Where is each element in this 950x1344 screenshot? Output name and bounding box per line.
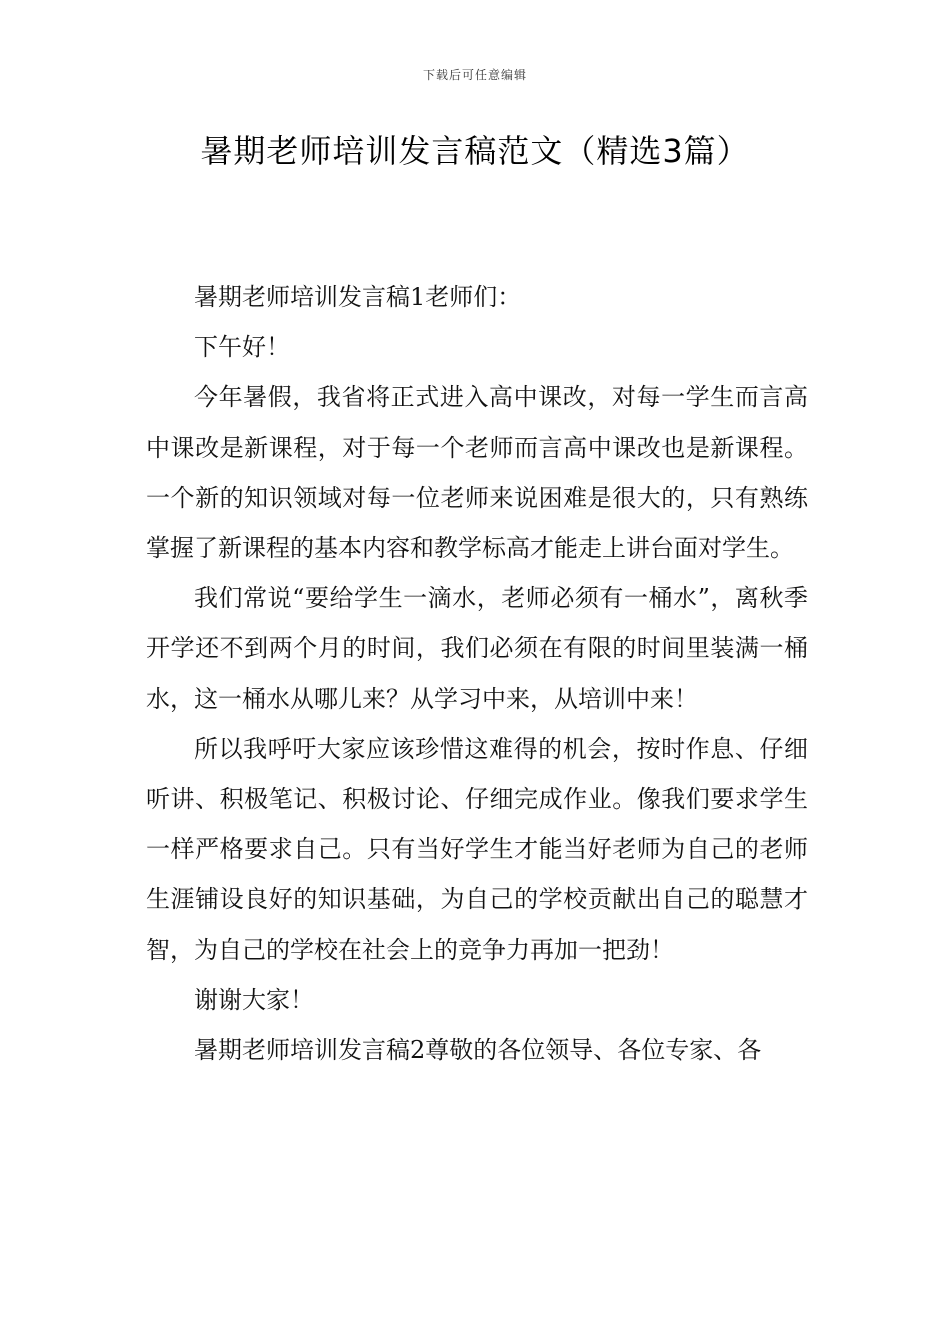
paragraph-thanks: 谢谢大家！ [194, 985, 314, 1014]
paragraph-appeal: 所以我呼吁大家应该珍惜这难得的机会，按时作息、仔细听讲、积极笔记、积极讨论、仔细完成作业。像我们要求学生一样严格要求自己。只有当好学生才能当好老师为自己的老师生涯铺设良好的知识基础，为自己的学校贡献出自己的聪慧才智，为自己的学校在社会上的竞争力再加一把劲！ [146, 734, 808, 964]
header-note: 下载后可任意编辑 [422, 68, 527, 82]
paragraph-bucket-of-water: 我们常说“要给学生一滴水，老师必须有一桶水”，离秋季开学还不到两个月的时间，我们必须在有限的时间里装满一桶水，这一桶水从哪儿来？从学习中来，从培训中来！ [146, 584, 808, 713]
paragraph-speech-2-start: 暑期老师培训发言稿2尊敬的各位领导、各位专家、各 [194, 1036, 762, 1065]
paragraph-curriculum-reform: 今年暑假，我省将正式进入高中课改，对每一学生而言高中课改是新课程，对于每一个老师而言高中课改也是新课程。一个新的知识领域对每一位老师来说困难是很大的，只有熟练掌握了新课程的基本内容和教学标高才能走上讲台面对学生。 [146, 383, 808, 563]
document-body [146, 272, 808, 1075]
paragraph-greeting: 暑期老师培训发言稿1老师们： [194, 283, 522, 311]
paragraph-salutation: 下午好！ [194, 333, 290, 362]
document-title: 暑期老师培训发言稿范文（精选3篇） [200, 132, 750, 170]
